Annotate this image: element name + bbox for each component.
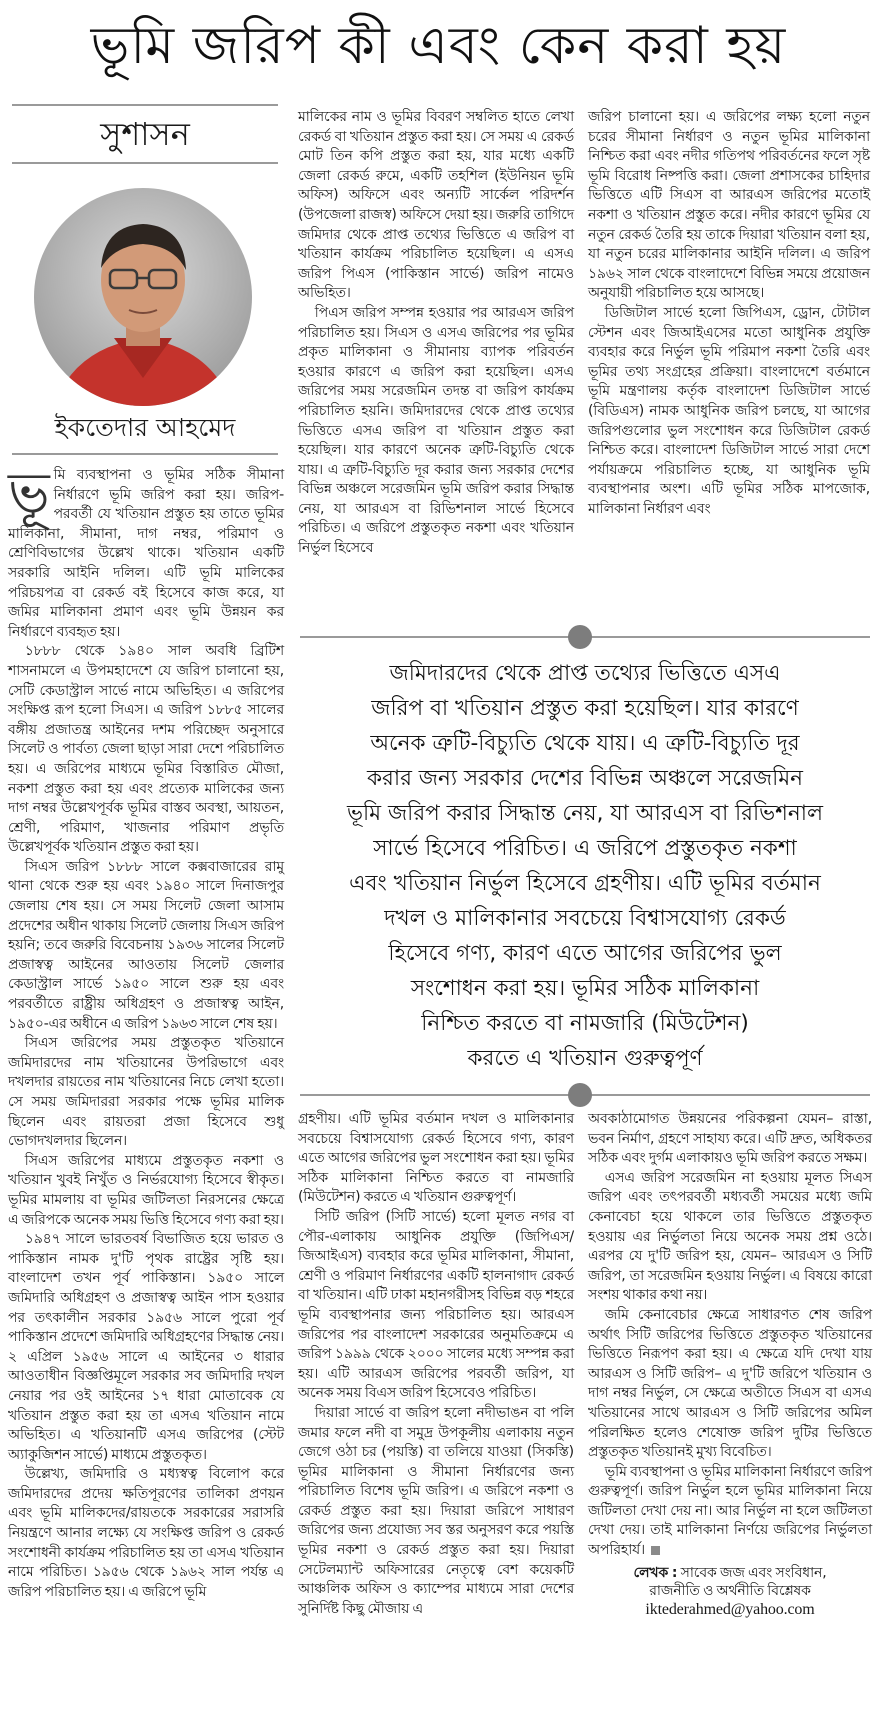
paragraph: মালিকের নাম ও ভূমির বিবরণ সম্বলিত হাতে লেখা রেকর্ড বা খতিয়ান প্রস্তুত করা হয়। সে সময় এ রেকর্ড মোট তিন কপি প্রস্তুত করা হয়, যার মধ্যে একটি জেলা রেকর্ড রুমে, একটি তহশিল (ইউনিয়ন ভূমি অফিস) অফিসে এবং অন্যটি সার্কেল পরিদর্শন (উপজেলা রাজস্ব) অফিসে দেয়া হয়। জরুরি তাগিদে জমিদার থেকে প্রাপ্ত তথ্যের ভিত্তিতে এ জরিপ বা খতিয়ান কার্যক্রম পরিচালিত হয়েছিল। এ এসএ জরিপ পিএস (পাকিস্তান সার্ভে) জরিপ নামেও অভিহিত। (298, 109, 575, 302)
paragraph: ১৮৮৮ থেকে ১৯৪০ সাল অবধি ব্রিটিশ শাসনামলে এ উপমহাদেশে যে জরিপ চালানো হয়, সেটি কেডাস্ট্রাল সার্ভে নামে অভিহিত। এ জরিপের সংক্ষিপ্ত রূপ হলো সিএস। এ জরিপ ১৮৮৫ সালের বঙ্গীয় প্রজাতন্ত্র আইনের দশম পরিচ্ছেদ অনুসারে সিলেট ও পার্বত্য জেলা ছাড়া সারা দেশে পরিচালিত হয়। এ জরিপের মাধ্যমে ভূমির বিস্তারিত মৌজা, নকশা প্রস্তুত করা হয় এবং প্রত্যেক মালিকের জন্য দাগ নম্বর উল্লেখপূর্বক ভূমির বাস্তব অবস্থা, আয়তন, শ্রেণী, পরিমাণ, খাজনার পরিমাণ প্রভৃতি উল্লেখপূর্বক খতিয়ান প্রস্তুত করা হয়। (8, 643, 284, 856)
divider-dot (568, 625, 592, 649)
paragraph: অবকাঠামোগত উন্নয়নের পরিকল্পনা যেমন– রাস্তা, ভবন নির্মাণ, গ্রহণে সাহায্য করে। এটি দ্রুত, অধিকতর সঠিক এবং দুর্গম এলাকায়ও ভূমি জরিপ করতে সক্ষম। (588, 1111, 872, 1167)
pull-quote (300, 656, 870, 1076)
paragraph: উল্লেখ্য, জমিদারি ও মধ্যস্বত্ব বিলোপ করে জমিদারদের প্রদেয় ক্ষতিপূরণের তালিকা প্রণয়ন এবং ভূমি মালিকদের/রায়তকে সরকারের সরাসরি নিয়ন্ত্রণে আনার লক্ষ্যে যে সংক্ষিপ্ত জরিপ ও রেকর্ড সংশোধনী কার্যক্রম পরিচালিত হয় তা এসএ খতিয়ান নামে পরিচিত। ১৯৫৬ থেকে ১৯৬২ সাল পর্যন্ত এ জরিপ পরিচালিত হয়। এ জরিপে ভূমি (8, 1466, 284, 1600)
paragraph: ভূমি ব্যবস্থাপনা ও ভূমির সঠিক সীমানা নির্ধারণে ভূমি জরিপ করা হয়। জরিপ-পরবর্তী যে খতিয়ান প্রস্তুত হয় তাতে ভূমির মালিকানা, সীমানা, দাগ নম্বর, পরিমাণ ও শ্রেণিবিভাগের উল্লেখ থাকে। খতিয়ান একটি সরকারি আইনি দলিল। এটি ভূমি মালিকের পরিচয়পত্র বা রেকর্ড বই হিসেবে কাজ করে, যা জমির মালিকানা প্রমাণ এবং ভূমি উন্নয়ন কর নির্ধারণে ব্যবহৃত হয়। (8, 461, 284, 640)
paragraph: ১৯৪৭ সালে ভারতবর্ষ বিভাজিত হয়ে ভারত ও পাকিস্তান নামক দু'টি পৃথক রাষ্ট্রের সৃষ্টি হয়। বাংলাদেশ তখন পূর্ব পাকিস্তান। ১৯৫০ সালে জমিদারি অধিগ্রহণ ও প্রজাস্বত্ব আইন পাস হওয়ার পর তৎকালীন সরকার ১৯৫৬ সালে পুরো পূর্ব পাকিস্তান প্রদেশে জমিদারি অধিগ্রহণের সিদ্ধান্ত নেয়। ২ এপ্রিল ১৯৫৬ সালে এ আইনের ৩ ধারার আওতাধীন বিজ্ঞপ্তিমূলে সরকার সব জমিদারি দখল নেয়ার পর ওই আইনের ১৭ ধারা মোতাবেক যে খতিয়ান প্রস্তুত করা হয় তা এসএ খতিয়ান নামে অভিহিত। এ খতিয়ানটি এসএ জরিপের (স্টেট অ্যাকুজিশন সার্ভে) মাধ্যমে প্রস্তুতকৃত। (8, 1231, 284, 1463)
pull-quote-line: হিসেবে গণ্য, কারণ এতে আগের জরিপের ভুল (388, 941, 782, 966)
section-title: সুশাসন (100, 115, 190, 153)
paragraph: সিএস জরিপের মাধ্যমে প্রস্তুতকৃত নকশা ও খতিয়ান খুবই নিখুঁত ও নির্ভরযোগ্য হিসেবে স্বীকৃত। ভূমির মামলায় বা ভূমির জটিলতা নিরসনের ক্ষেত্রে এ জরিপকে অনেক সময় ভিত্তি হিসেবে গণ্য করা হয়। (8, 1152, 284, 1228)
byline (588, 1564, 872, 1619)
pull-quote-line: এবং খতিয়ান নির্ভুল হিসেবে গ্রহণীয়। এটি ভূমির বর্তমান (349, 871, 821, 896)
dropcap: ভূ (8, 461, 50, 526)
section-rule-bottom (12, 162, 278, 164)
paragraph: গ্রহণীয়। এটি ভূমির বর্তমান দখল ও মালিকানার সবচেয়ে বিশ্বাসযোগ্য রেকর্ড হিসেবে গণ্য, কারণ এতে আগের জরিপের ভুল সংশোধন করা হয়। ভূমির সঠিক মালিকানা নিশ্চিত করতে বা নামজারি (মিউটেশন) করতে এ খতিয়ান গুরুত্বপূর্ণ। (298, 1111, 574, 1206)
divider-dot (568, 1083, 592, 1107)
paragraph: দিয়ারা সার্ভে বা জরিপ হলো নদীভাঙন বা পলি জমার ফলে নদী বা সমুদ্র উপকূলীয় এলাকায় নতুন জেগে ওঠা চর (পয়স্তি) বা তলিয়ে যাওয়া (সিকস্তি) ভূমির মালিকানা ও সীমানা নির্ধারণের জন্য পরিচালিত বিশেষ ভূমি জরিপ। এ জরিপে নকশা ও রেকর্ড প্রস্তুত করা হয়। দিয়ারা জরিপে সাধারণ জরিপের জন্য প্রযোজ্য সব স্তর অনুসরণ করে পয়স্তি ভূমির নকশা ও রেকর্ড প্রস্তুত করা হয়। দিয়ারা সেটেলম্যান্ট অফিসারের নেতৃত্বে বেশ কয়েকটি আঞ্চলিক অফিস ও ক্যাম্পের মাধ্যমে সারা দেশের সুনির্দিষ্ট কিছু মৌজায় এ (298, 1404, 574, 1617)
right-column-top (588, 108, 870, 519)
author-rule (12, 453, 278, 455)
middle-column-top (298, 108, 574, 559)
headline: ভূমি জরিপ কী এবং কেন করা হয় (90, 16, 787, 76)
author-email: iktederahmed@yahoo.com (645, 1600, 815, 1618)
paragraph: ভূমি ব্যবস্থাপনা ও ভূমির মালিকানা নির্ধারণে জরিপ গুরুত্বপূর্ণ। জরিপ নির্ভুল হলে ভূমির মালিকানা নিয়ে জটিলতা দেখা দেয় না। আর নির্ভুল না হলে জটিলতা দেখা দেয়। তাই মালিকানা নির্ণয়ে জরিপের নির্ভুলতা অপরিহার্য। (588, 1463, 872, 1559)
byline-line2: রাজনীতি ও অর্থনীতি বিশ্লেষক (649, 1582, 811, 1599)
author-photo (34, 188, 252, 406)
left-column-body (8, 461, 284, 1602)
byline-line1: সাবেক জজ এবং সংবিধান, (680, 1564, 827, 1581)
author-name: ইকতেদার আহমেদ (54, 413, 236, 442)
pull-quote-line: করতে এ খতিয়ান গুরুত্বপূর্ণ (467, 1046, 703, 1071)
pull-quote-line: নিশ্চিত করতে বা নামজারি (মিউটেশন) (421, 1011, 749, 1036)
section-rule-top (12, 104, 278, 106)
byline-label: লেখক : (633, 1564, 678, 1581)
pull-quote-line: সার্ভে হিসেবে পরিচিত। এ জরিপে প্রস্তুতকৃত নকশা (373, 836, 797, 861)
pull-quote-line: ভূমি জরিপ করার সিদ্ধান্ত নেয়, যা আরএস বা রিভিশনাল (347, 801, 823, 826)
end-mark-icon (651, 1546, 660, 1555)
paragraph: পিএস জরিপ সম্পন্ন হওয়ার পর আরএস জরিপ পরিচালিত হয়। সিএস ও এসএ জরিপের পর ভূমির প্রকৃত মালিকানা ও সীমানায় ব্যাপক পরিবর্তন হওয়ার কারণে এ জরিপ করা হয়েছিল। এসএ জরিপের সময় সরেজমিন তদন্ত বা জরিপ কার্যক্রম পরিচালিত হয়নি। জমিদারদের থেকে প্রাপ্ত তথ্যের ভিত্তিতে এসএ জরিপ বা খতিয়ান প্রস্তুত করা হয়েছিল। যার কারণে অনেক ত্রুটি-বিচ্যুতি থেকে যায়। এ ত্রুটি-বিচ্যুতি দূর করার জন্য সরকার দেশের বিভিন্ন অঞ্চলে সরেজমিন ভূমি জরিপ করার সিদ্ধান্ত নেয়, যা আরএস বা রিভিশনাল সার্ভে হিসেবে পরিচিত। এ জরিপে প্রস্তুতকৃত নকশা এবং খতিয়ান নির্ভুল হিসেবে (298, 304, 574, 557)
paragraph: এসএ জরিপ সরেজমিন না হওয়ায় মূলত সিএস জরিপ এবং তৎপরবর্তী মধ্যবর্তী সময়ের মধ্যে জমি কেনাবেচা হয়ে থাকলে তার ভিত্তিতে প্রস্তুতকৃত হওয়ায় এর নির্ভুলতা নিয়ে অনেক সময় প্রশ্ন ওঠে। এরপর যে দু'টি জরিপ হয়, যেমন– আরএস ও সিটি জরিপ, তা সরেজমিন হওয়ায় নির্ভুল। এ বিষয়ে কারো সংশয় থাকার কথা নয়। (588, 1169, 872, 1304)
pull-quote-line: সংশোধন করা হয়। ভূমির সঠিক মালিকানা (410, 976, 760, 1001)
paragraph: সিটি জরিপ (সিটি সার্ভে) হলো মূলত নগর বা পৌর-এলাকায় আধুনিক প্রযুক্তি (জিপিএস/জিআইএস) ব্যবহার করে ভূমির মালিকানা, সীমানা, শ্রেণী ও পরিমাণ নির্ধারণের একটি হালনাগাদ রেকর্ড বা খতিয়ান। এটি ঢাকা মহানগরীসহ বিভিন্ন বড় শহরে ভূমি ব্যবস্থাপনার জন্য পরিচালিত হয়। আরএস জরিপের পর বাংলাদেশ সরকারের অনুমতিক্রমে এ জরিপ ১৯৯৯ থেকে ২০০০ সালের মধ্যে সম্পন্ন করা হয়। এটি আরএস জরিপের পরবর্তী জরিপ, যা অনেক সময় বিএস জরিপ হিসেবেও পরিচিত। (298, 1208, 574, 1402)
right-column-bottom (588, 1110, 872, 1619)
paragraph: জরিপ চালানো হয়। এ জরিপের লক্ষ্য হলো নতুন চরের সীমানা নির্ধারণ ও নতুন ভূমির মালিকানা নিশ্চিত করা এবং নদীর গতিপথ পরিবর্তনের ফলে সৃষ্ট ভূমি বিরোধ নিষ্পত্তি করা। জেলা প্রশাসকের চাহিদার ভিত্তিতে এটি সিএস বা আরএস জরিপের মতোই নকশা ও খতিয়ান প্রস্তুত করে। নদীর কারণে ভূমির যে নতুন রেকর্ড তৈরি হয় তাকে দিয়ারা খতিয়ান বলা হয়, যা নতুন চরের মালিকানার আইনি দলিল। এ জরিপ ১৯৬২ সাল থেকে বাংলাদেশে বিভিন্ন সময়ে প্রয়োজন অনুযায়ী পরিচালিত হয়ে আসছে। (588, 109, 870, 302)
pull-quote-line: দখল ও মালিকানার সবচেয়ে বিশ্বাসযোগ্য রেকর্ড (384, 906, 786, 931)
pull-quote-line: করার জন্য সরকার দেশের বিভিন্ন অঞ্চলে সরেজমিন (366, 766, 804, 791)
pull-quote-line: জমিদারদের থেকে প্রাপ্ত তথ্যের ভিত্তিতে এসএ (389, 661, 781, 686)
middle-column-bottom (298, 1110, 574, 1619)
paragraph: সিএস জরিপ ১৮৮৮ সালে কক্সবাজারের রামু থানা থেকে শুরু হয় এবং ১৯৪০ সালে দিনাজপুর জেলায় শেষ হয়। সে সময় সিলেট জেলা আসাম প্রদেশের অধীন থাকায় সিলেট জেলায় সিএস জরিপ হয়নি; তবে জরুরি বিবেচনায় ১৯৩৬ সালের সিলেট প্রজাস্বত্ব আইনের আওতায় সিলেট জেলার কেডাস্ট্রাল সার্ভে ১৯৫০ সালে শুরু হয় এবং পরবর্তীতে রাষ্ট্রীয় অধিগ্রহণ ও প্রজাস্বত্ব আইন, ১৯৫০-এর অধীনে এ জরিপ ১৯৬৩ সালে শেষ হয়। (8, 858, 284, 1032)
paragraph: সিএস জরিপের সময় প্রস্তুতকৃত খতিয়ানে জমিদারদের নাম খতিয়ানের উপরিভাগে এবং দখলদার রায়তের নাম খতিয়ানের নিচে লেখা হতো। সে সময় জমিদাররা সরকার পক্ষে ভূমির মালিক ছিলেন এবং রায়তরা প্রজা হিসেবে শুধু ভোগদখলদার ছিলেন। (8, 1035, 284, 1150)
paragraph: ডিজিটাল সার্ভে হলো জিপিএস, ড্রোন, টোটাল স্টেশন এবং জিআইএসের মতো আধুনিক প্রযুক্তি ব্যবহার করে নির্ভুল ভূমি পরিমাপ নকশা তৈরি এবং ভূমির তথ্য সংগ্রহের প্রক্রিয়া। বাংলাদেশে বর্তমানে ভূমি মন্ত্রণালয় কর্তৃক বাংলাদেশ ডিজিটাল সার্ভে (বিডিএস) নামক আধুনিক জরিপ চলছে, যা আগের জরিপগুলোর ভুল সংশোধন করে ডিজিটাল রেকর্ড নিশ্চিত করে। বাংলাদেশ ডিজিটাল সার্ভে সারা দেশে পর্যায়ক্রমে পরিচালিত হচ্ছে, যা আধুনিক ভূমি ব্যবস্থাপনার অংশ। এটি ভূমির সঠিক মাপজোক, মালিকানা নির্ধারণ এবং (588, 304, 870, 517)
paragraph: জমি কেনাবেচার ক্ষেত্রে সাধারণত শেষ জরিপ অর্থাৎ সিটি জরিপের ভিত্তিতে প্রস্তুতকৃত খতিয়ানের ভিত্তিতে নিরূপণ করা হয়। এ ক্ষেত্রে যদি দেখা যায় আরএস ও সিটি জরিপ– এ দু'টি জরিপে খতিয়ান ও দাগ নম্বর নির্ভুল, সে ক্ষেত্রে অতীতে সিএস বা এসএ খতিয়ানের সাথে আরএস ও সিটি জরিপের অমিল পরিলক্ষিত হলেও শেষোক্ত জরিপ দুটির ভিত্তিতে প্রস্তুতকৃত খতিয়ানই মুখ্য বিবেচিত। (588, 1306, 872, 1461)
pull-quote-line: অনেক ত্রুটি-বিচ্যুতি থেকে যায়। এ ত্রুটি-বিচ্যুতি দূর (370, 731, 800, 756)
pull-quote-line: জরিপ বা খতিয়ান প্রস্তুত করা হয়েছিল। যার কারণে (371, 696, 799, 721)
